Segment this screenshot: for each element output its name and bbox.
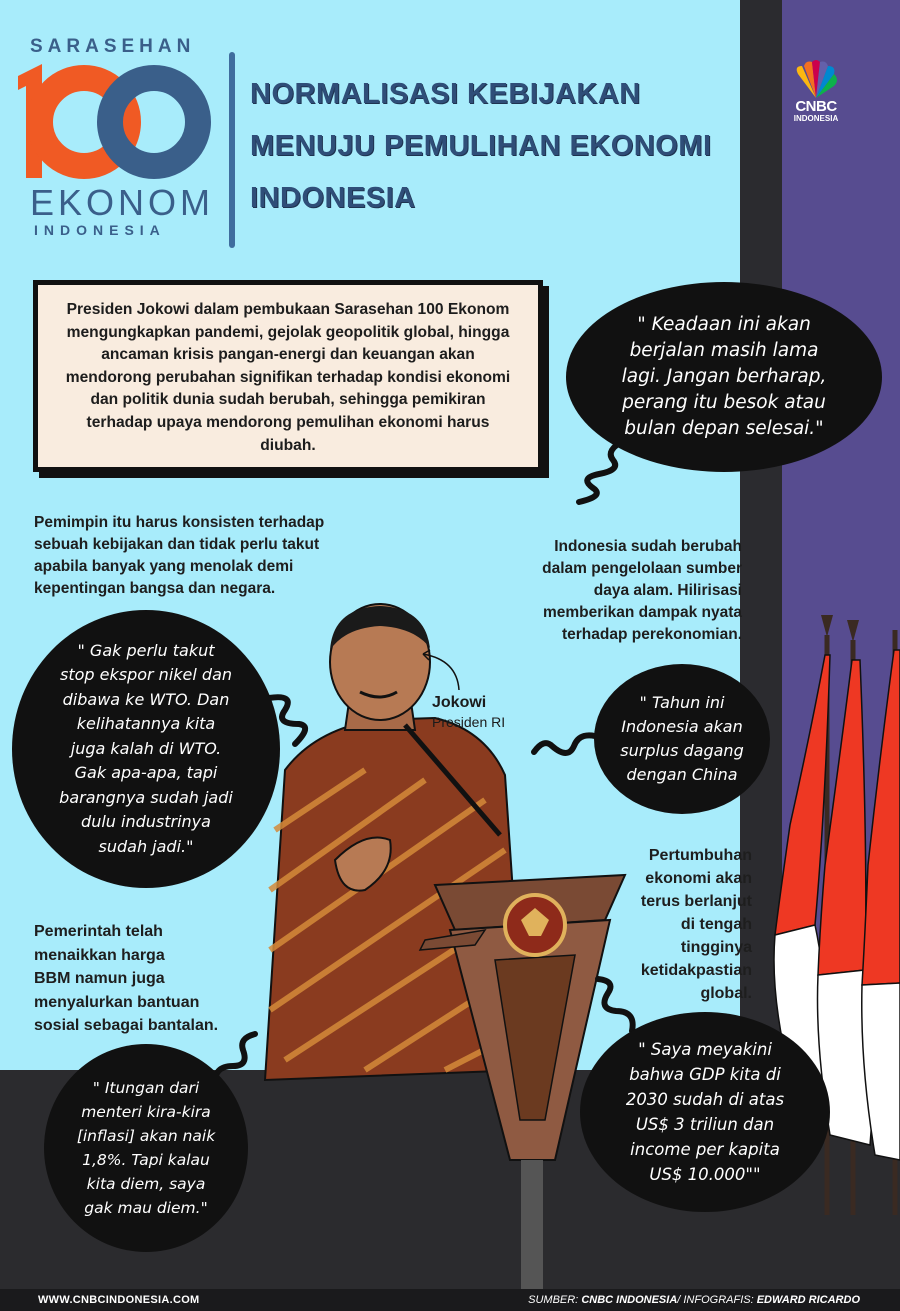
headline-line-1: NORMALISASI KEBIJAKAN bbox=[250, 78, 641, 110]
statement-1-line: Pemimpin itu harus konsisten terhadap bbox=[34, 514, 325, 531]
statement-2-line: terhadap perekonomian. bbox=[561, 626, 742, 643]
statement-4 bbox=[34, 920, 218, 1038]
quote-2-line: Gak apa-apa, tapi bbox=[74, 763, 218, 783]
quote-1-line: bulan depan selesai." bbox=[624, 418, 824, 439]
logo-mid-text: EKONOM bbox=[30, 182, 215, 223]
quote-2-line: juga kalah di WTO. bbox=[70, 738, 222, 758]
quote-4-line: 1,8%. Tapi kalau bbox=[82, 1151, 210, 1169]
sarasehan-logo bbox=[12, 36, 215, 246]
headline-line-2: MENUJU PEMULIHAN EKONOMI bbox=[250, 130, 712, 162]
quote-4-line: menteri kira-kira bbox=[81, 1103, 211, 1121]
quote-1-line: berjalan masih lama bbox=[629, 340, 819, 361]
statement-1 bbox=[34, 512, 324, 600]
quote-2-line: " Gak perlu takut bbox=[77, 640, 215, 660]
quote-5-line: US$ 10.000"" bbox=[649, 1165, 761, 1184]
intro-card bbox=[33, 280, 543, 472]
quote-3-line: " Tahun ini bbox=[639, 693, 725, 712]
quote-1-line: " Keadaan ini akan bbox=[637, 314, 811, 335]
quote-3-line: surplus dagang bbox=[620, 741, 744, 760]
footer-website: WWW.CNBCINDONESIA.COM bbox=[38, 1294, 200, 1306]
quote-2-line: dibawa ke WTO. Dan bbox=[62, 689, 230, 709]
pointer-arrow-icon bbox=[415, 648, 465, 694]
statement-3-line: ekonomi akan bbox=[645, 870, 752, 887]
statement-3-line: tingginya bbox=[680, 939, 752, 956]
quote-1-line: perang itu besok atau bbox=[622, 392, 826, 413]
statement-3-line: di tengah bbox=[680, 916, 752, 933]
quote-2-line: dulu industrinya bbox=[81, 812, 211, 832]
statement-4-line: sosial sebagai bantalan. bbox=[34, 1017, 219, 1034]
speaker-role: Presiden RI bbox=[432, 714, 506, 730]
quote-5-line: 2030 sudah di atas bbox=[625, 1090, 785, 1109]
quote-2-line: sudah jadi." bbox=[98, 836, 194, 856]
logo-top-text: SARASEHAN bbox=[30, 36, 196, 57]
logo-number-graphic bbox=[12, 56, 212, 186]
quote-bubble-2 bbox=[12, 610, 280, 888]
quote-2-line: kelihatannya kita bbox=[76, 714, 216, 734]
cnbc-wordmark: CNBC bbox=[795, 98, 837, 115]
quote-2-line: barangnya sudah jadi bbox=[59, 787, 233, 807]
quote-bubble-1 bbox=[566, 282, 882, 472]
quote-5-line: bahwa GDP kita di bbox=[629, 1065, 781, 1084]
statement-1-line: apabila banyak yang menolak demi bbox=[34, 558, 294, 575]
quote-3-line: Indonesia akan bbox=[621, 717, 743, 736]
footer-infographic-label: / INFOGRAFIS: bbox=[677, 1294, 757, 1306]
footer-source-label: SUMBER: bbox=[528, 1294, 582, 1306]
statement-4-line: menyalurkan bantuan bbox=[34, 993, 200, 1011]
statement-4-line: menaikkan harga bbox=[34, 946, 165, 964]
quote-4-line: kita diem, saya bbox=[86, 1175, 206, 1193]
statement-4-line: BBM namun juga bbox=[34, 970, 165, 987]
intro-text: Presiden Jokowi dalam pembukaan Sarasehan 100 Ekonom mengungkapkan pandemi, gejolak geopolitik global, hingga ancaman krisis pangan-energi dan keuangan akan mendorong perubahan signifikan terhadap kondisi ekonomi dan politik dunia sudah berubah, sehingga pemikiran terhadap upaya mendorong pemulihan ekonomi harus diubah. bbox=[65, 301, 511, 454]
headline-line-3: INDONESIA bbox=[250, 182, 416, 214]
quote-bubble-3 bbox=[594, 664, 770, 814]
footer-credits bbox=[528, 1294, 860, 1306]
statement-3-line: terus berlanjut bbox=[640, 893, 752, 910]
quote-4-line: " Itungan dari bbox=[92, 1079, 200, 1097]
statement-2-line: Indonesia sudah berubah bbox=[554, 538, 742, 555]
footer-source: CNBC INDONESIA bbox=[581, 1294, 678, 1306]
quote-5-line: " Saya meyakini bbox=[638, 1040, 772, 1059]
quote-4-line: gak mau diem." bbox=[84, 1199, 208, 1217]
footer-author: EDWARD RICARDO bbox=[756, 1294, 860, 1306]
cnbc-subtext: INDONESIA bbox=[793, 114, 839, 123]
statement-2-line: memberikan dampak nyata bbox=[542, 604, 742, 621]
headline bbox=[250, 68, 730, 224]
statement-2-line: dalam pengelolaan sumber bbox=[542, 560, 742, 577]
statement-4-line: Pemerintah telah bbox=[34, 923, 163, 940]
statement-1-line: sebuah kebijakan dan tidak perlu takut bbox=[34, 536, 320, 553]
quote-5-line: US$ 3 triliun dan bbox=[635, 1115, 775, 1134]
speaker-label bbox=[432, 694, 505, 730]
quote-5-line: income per kapita bbox=[630, 1140, 780, 1159]
statement-1-line: kepentingan bangsa dan negara. bbox=[34, 580, 276, 597]
header-divider bbox=[229, 52, 235, 248]
statement-3-line: Pertumbuhan bbox=[648, 847, 752, 864]
quote-bubble-4 bbox=[44, 1044, 248, 1252]
statement-2-line: daya alam. Hilirisasi bbox=[593, 582, 742, 599]
quote-bubble-5 bbox=[580, 1012, 830, 1212]
quote-2-line: stop ekspor nikel dan bbox=[59, 665, 233, 685]
statement-3-line: ketidakpastian bbox=[640, 962, 752, 979]
logo-bottom-text: INDONESIA bbox=[34, 222, 166, 238]
speaker-name: Jokowi bbox=[432, 694, 487, 711]
cnbc-logo bbox=[780, 60, 852, 124]
peacock-icon bbox=[790, 60, 842, 100]
statement-3-line: global. bbox=[700, 985, 752, 1002]
quote-4-line: [inflasi] akan naik bbox=[76, 1127, 216, 1145]
quote-1-line: lagi. Jangan berharap, bbox=[621, 366, 827, 387]
quote-3-line: dengan China bbox=[626, 765, 738, 784]
